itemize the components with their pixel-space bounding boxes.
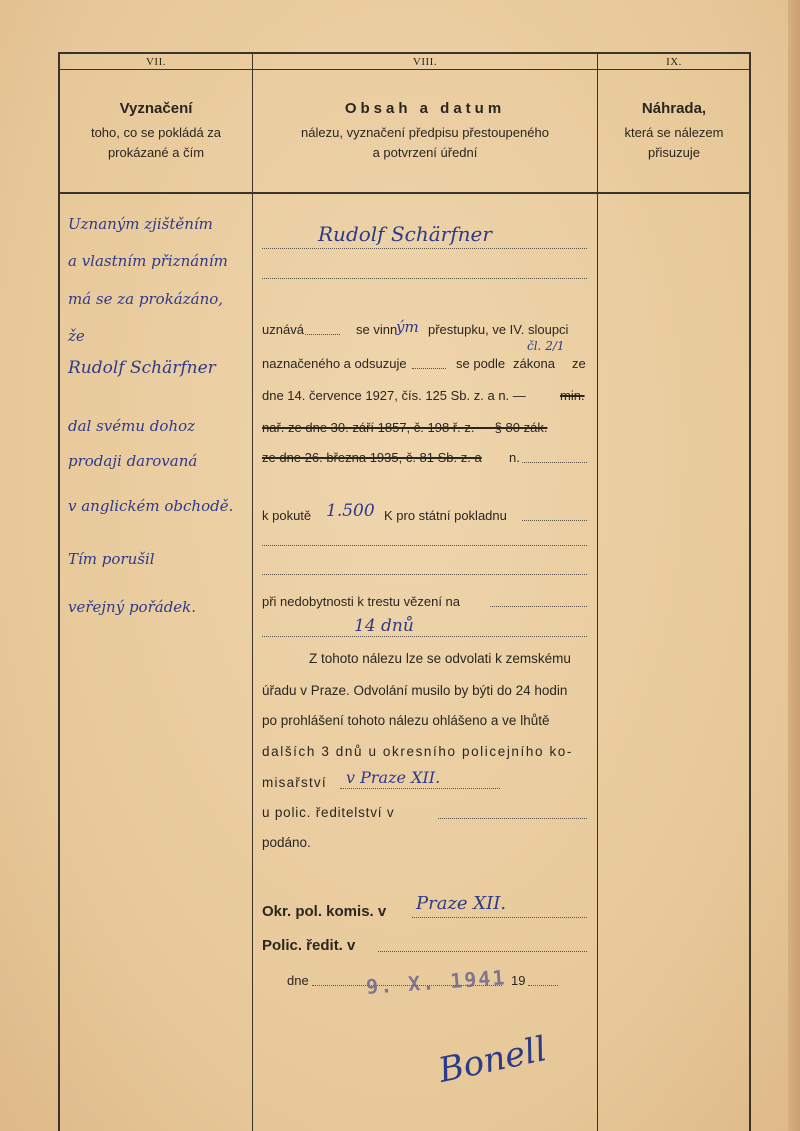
handwritten-left-line-6: dal svému dohoz [68, 417, 196, 435]
label-police-directorate: Polic. ředit. v [262, 937, 356, 954]
text-per-law: se podle [456, 356, 506, 371]
text-law-line-3-struck: ze dne 26. března 1935, č. 81 Sb. z. a [262, 450, 482, 465]
dotted-fill-6 [340, 788, 500, 789]
text-appeal-2: úřadu v Praze. Odvolání musilo by býti do 24 hodin [262, 683, 568, 698]
text-fine-suffix: K pro státní pokladnu [384, 508, 507, 523]
header-number-divider [58, 69, 751, 70]
dotted-line-blank-1 [262, 278, 587, 279]
dotted-line-name [262, 248, 587, 249]
column-subtitle-7a: toho, co se pokládá za [90, 125, 222, 140]
dotted-fill-4 [522, 520, 587, 521]
dotted-fill-year [528, 985, 558, 986]
column-subtitle-7b: prokázané a čím [107, 145, 205, 160]
text-law-word: zákona [513, 356, 555, 371]
dotted-fill-7 [438, 818, 587, 819]
text-jail: při nedobytnosti k trestu vězení na [262, 594, 461, 609]
column-title-8: Obsah a datum [344, 100, 506, 117]
text-appeal-5: misařství [262, 775, 327, 790]
dotted-fill-1 [305, 334, 340, 335]
handwritten-guilty-suffix: ým [396, 318, 419, 336]
text-fine-prefix: k pokutě [262, 508, 312, 523]
dotted-line-jail [262, 636, 587, 637]
handwritten-office: v Praze XII. [346, 768, 441, 787]
handwritten-fine-amount: 1.500 [326, 501, 375, 521]
text-law-line-3-tail: n. [509, 450, 520, 465]
column-subtitle-8b: a potvrzení úřední [372, 145, 478, 160]
handwritten-left-line-5: Rudolf Schärfner [68, 358, 216, 378]
text-appeal-3: po prohlášení tohoto nálezu ohlášeno a ve lhůtě [262, 713, 550, 728]
text-offence: přestupku, ve IV. sloupci [428, 322, 569, 337]
text-date-label: dne [287, 973, 309, 988]
date-stamp: 9. X. 1941 [365, 965, 508, 999]
handwritten-left-line-1: Uznaným zjištěním [68, 215, 213, 233]
text-from: ze [572, 356, 586, 371]
dotted-line-blank-3 [262, 574, 587, 575]
text-appeal-4: dalších 3 dnů u okresního policejního ko- [262, 744, 574, 759]
column-title-9: Náhrada, [641, 100, 707, 117]
handwritten-law-article: čl. 2/1 [527, 339, 565, 353]
dotted-line-blank-2 [262, 545, 587, 546]
text-appeal-1: Z tohoto nálezu lze se odvolati k zemskému [309, 651, 571, 666]
handwritten-jail-days: 14 dnů [354, 616, 414, 636]
dotted-fill-3 [522, 462, 587, 463]
handwritten-name: Rudolf Schärfner [318, 222, 492, 246]
signature: Bonell [435, 1029, 551, 1091]
column-divider-2 [597, 52, 598, 1131]
column-title-7: Vyznačení [119, 100, 193, 117]
sheet-edge [788, 0, 800, 1131]
column-divider-1 [252, 52, 253, 1131]
column-subtitle-8a: nálezu, vyznačení předpisu přestoupeného [301, 125, 549, 140]
handwritten-left-line-2: a vlastním přiznáním [68, 252, 228, 270]
column-subtitle-9a: která se nálezem [624, 125, 724, 140]
text-appeal-7: podáno. [262, 835, 311, 850]
handwritten-left-line-3: má se za prokázáno, [68, 290, 224, 308]
handwritten-left-line-9: Tím porušil [68, 550, 155, 568]
column-number-9: IX. [666, 56, 682, 68]
text-appeal-6: u polic. ředitelství v [262, 805, 395, 820]
text-law-line-2-struck: nař. ze dne 30. září 1857, č. 198 ř. z. — § 80 zák. [262, 420, 548, 435]
handwritten-left-line-8: v anglickém obchodě. [68, 497, 234, 515]
handwritten-left-line-4: že [68, 327, 85, 345]
dotted-fill-8 [412, 917, 587, 918]
handwritten-district: Praze XII. [416, 893, 507, 914]
label-district-police: Okr. pol. komis. v [262, 903, 387, 920]
header-bottom-divider [58, 192, 751, 194]
dotted-fill-2 [412, 368, 446, 369]
handwritten-left-line-7: prodaji darovaná [68, 452, 198, 470]
column-number-8: VIII. [412, 56, 438, 68]
table-frame [58, 52, 751, 1131]
dotted-fill-5 [490, 606, 587, 607]
text-guilty-of: se vinn [356, 322, 398, 337]
text-recognizes: uznává [262, 322, 304, 337]
text-year-label: 19 [511, 973, 526, 988]
column-number-7: VII. [145, 56, 167, 68]
text-marked-and: naznačeného a odsuzuje [262, 356, 407, 371]
column-subtitle-9b: přisuzuje [647, 145, 701, 160]
dotted-fill-9 [378, 951, 587, 952]
text-min-struck: min. [560, 388, 585, 403]
handwritten-left-line-10: veřejný pořádek. [68, 598, 197, 616]
text-law-line-1: dne 14. července 1927, čís. 125 Sb. z. a n. — [262, 388, 526, 403]
